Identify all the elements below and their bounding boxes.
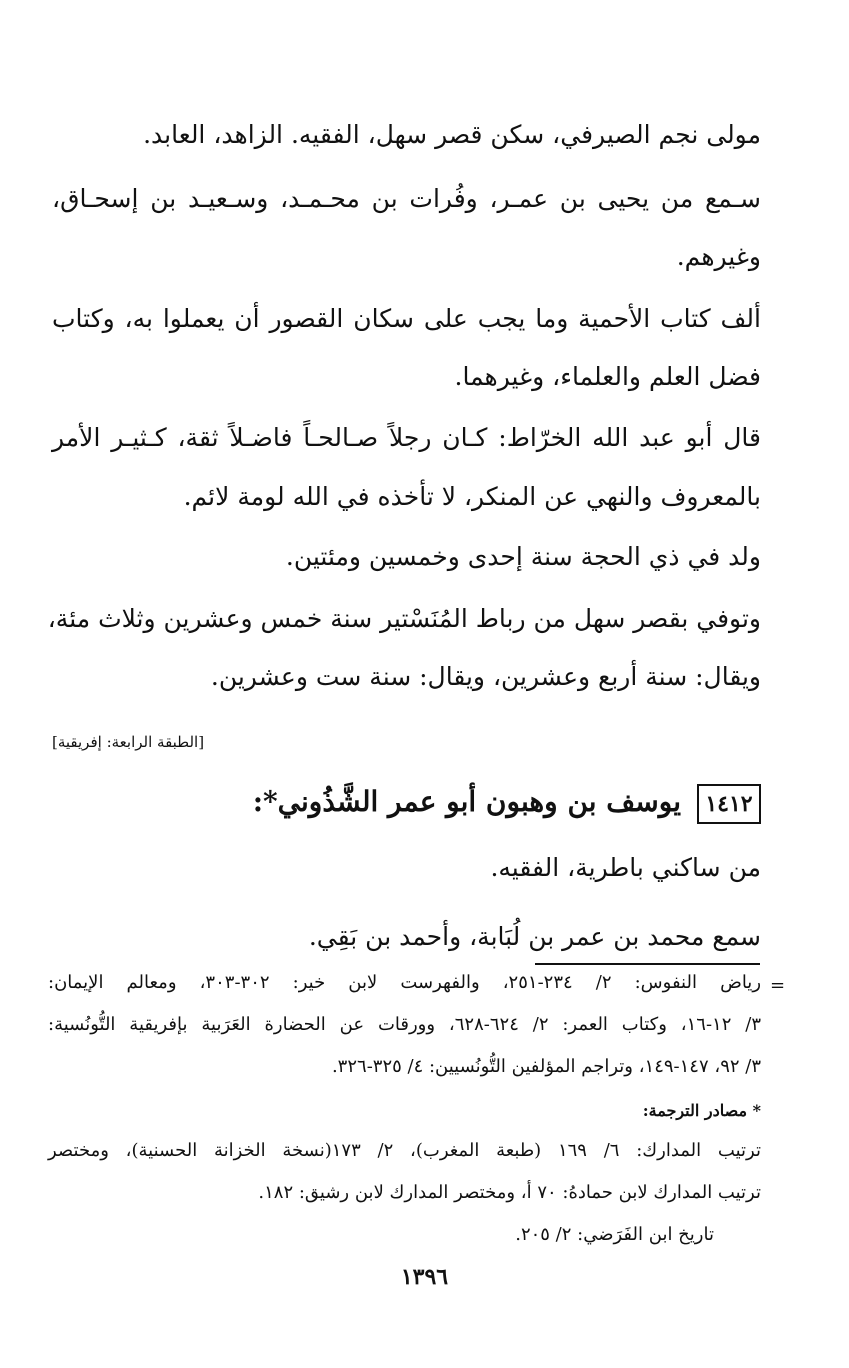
footnote-line: تاريخ ابن الفَرَضي: ٢/ ٢٠٥. [515,1224,714,1245]
sources-heading: * مصادر الترجمة: [642,1101,761,1120]
paragraph-line: وتوفي بقصر سهل من رباط المُنَسْتير سنة خمس وعشرين وثلاث مئة، [47,604,761,633]
paragraph-line: ويقال: سنة أربع وعشرين، ويقال: سنة ست وعشرين. [210,662,761,691]
page-number: ١٣٩٦ [400,1264,449,1290]
paragraph-line: وغيرهم. [676,242,761,271]
tier-tag: [الطبقة الرابعة: إفريقية] [52,733,205,751]
paragraph-line: بالمعروف والنهي عن المنكر، لا تأخذه في الله لومة لائم. [183,482,761,511]
paragraph-line: ألف كتاب الأحمية وما يجب على سكان القصور أن يعملوا به، وكتاب [52,304,761,333]
paragraph-line: مولى نجم الصيرفي، سكن قصر سهل، الفقيه. الزاهد، العابد. [143,120,761,149]
paragraph-line: فضل العلم والعلماء، وغيرهما. [454,362,761,391]
footnote-line: ٣/ ١٢-١٦، وكتاب العمر: ٢/ ٦٢٤-٦٢٨، وورقات عن الحضارة العَرَبية بإفريقية التُّونُسية: [48,1014,761,1035]
footnote-line: ترتيب المدارك: ٦/ ١٦٩ (طبعة المغرب)، ٢/ ١٧٣(نسخة الخزانة الحسنية)، ومختصر [48,1140,761,1161]
entry-number-box: ١٤١٢ [697,784,761,824]
entry-line: من ساكني باطرية، الفقيه. [490,853,761,882]
footnote-line: ٣/ ٩٢، ١٤٧-١٤٩، وتراجم المؤلفين التُّونُسيين: ٤/ ٣٢٥-٣٢٦. [331,1056,761,1077]
paragraph-line: سـمع من يحيى بن عمـر، وفُرات بن محـمـد، وسـعيـد بن إسحـاق، [52,184,761,213]
footnote-line: ترتيب المدارك لابن حمادهُ: ٧٠ أ، ومختصر المدارك لابن رشيق: ١٨٢. [258,1182,761,1203]
footnote-continuation-mark: = [770,975,786,996]
paragraph-line: ولد في ذي الحجة سنة إحدى وخمسين ومئتين. [285,542,761,571]
entry-title: يوسف بن وهبون أبو عمر الشَّذُوني*: [252,785,681,818]
entry-line: سمع محمد بن عمر بن لُبَابة، وأحمد بن بَقِي. [308,922,761,951]
paragraph-line: قال أبو عبد الله الخرّاط: كـان رجلاً صـالحـاً فاضـلاً ثقة، كـثيـر الأمر [52,423,761,452]
footnote-separator [535,963,760,965]
footnote-line: رياض النفوس: ٢/ ٢٣٤-٢٥١، والفهرست لابن خير: ٣٠٢-٣٠٣، ومعالم الإيمان: [48,972,762,993]
